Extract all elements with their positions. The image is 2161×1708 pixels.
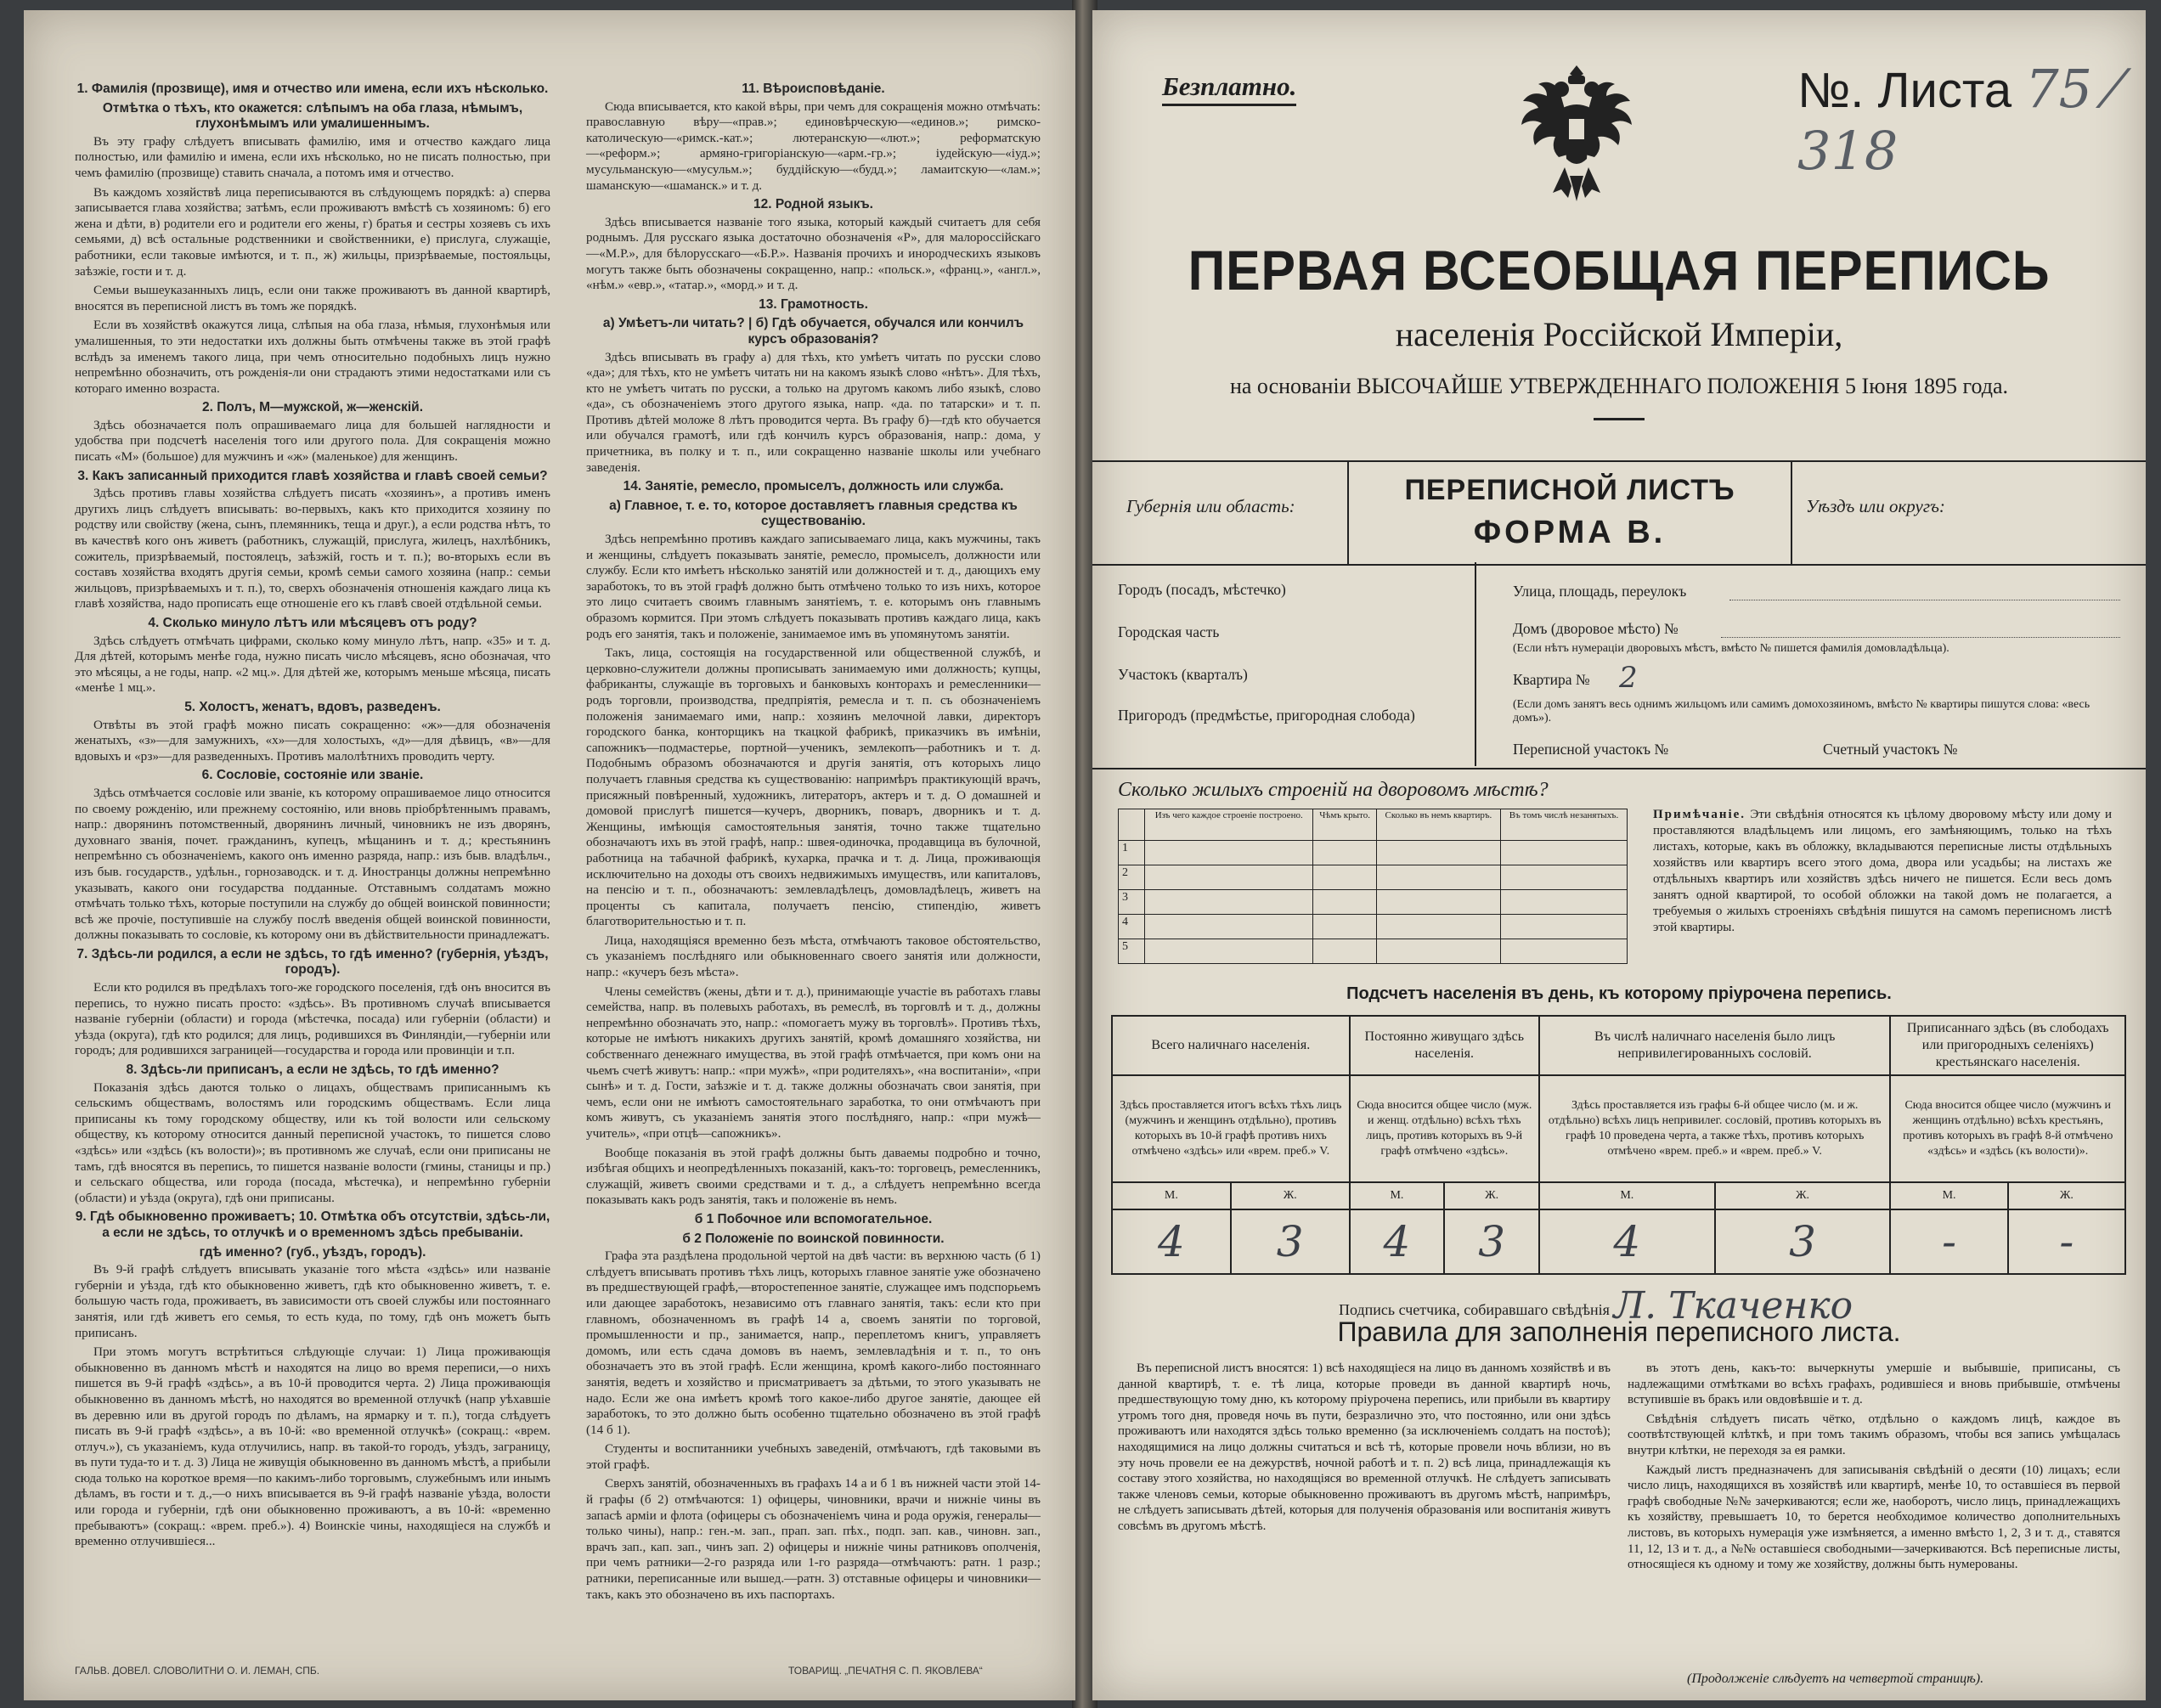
sheet-form-label: ФОРМА В. [1473,515,1667,550]
population-count-title: Подсчетъ населенія въ день, къ которому пріурочена перепись. [1346,984,1892,1003]
section-heading: 8. Здѣсь-ли приписанъ, а если не здѣсь, то гдѣ именно? [126,1063,499,1078]
buildings-cell [1376,841,1500,865]
section-heading: 7. Здѣсь-ли родился, а если не здѣсь, то гдѣ именно? (губернія, уѣздъ, городъ). [76,946,549,978]
count-value-handwritten: 3 [1715,1209,1891,1274]
count-group-description: Здѣсь проставляется изъ графы 6-й общее число (м. и ж. отдѣльно) всѣхъ лицъ непривилег. сословій, противъ которыхъ въ графѣ 10 проведена черта, а также тѣхъ, противъ которыхъ отмѣчено «врем. преб.» и «врем. преб.» V. [1539,1075,1890,1182]
left-column-1 [75,78,550,1553]
sheet-type-title: ПЕРЕПИСНОЙ ЛИСТЪ [1404,474,1735,506]
instruction-paragraph: Въ 9-й графѣ слѣдуетъ вписывать указаніе того мѣста «здѣсь» или названіе губерніи и уѣзда, гдѣ кто обыкновенно живетъ, гдѣ кто обыкновенно живетъ, т. е. большую часть года, проживаетъ, въ зависимости отъ своей службы или постояннаго занятія, или гдѣ живетъ его семья, то есть куда, по тому, гдѣ онъ можетъ быть приписанъ. [75,1262,550,1340]
census-district-label: Переписной участокъ № [1513,741,1669,758]
buildings-cell [1376,890,1500,915]
rules-paragraph: Въ переписной листъ вносятся: 1) всѣ находящіеся на лицо въ данномъ хозяйствѣ и въ данной квартирѣ, т. е. тѣ лица, которые проведи въ данной квартирѣ ночь, предшествующую тому дню, къ которому пріурочена перепись, или прибыли въ квартиру утромъ того дня, проведя ночь въ пути, безразлично это, что постоянно, или они здѣсь проживаютъ или находятся здѣсь только временно (за исключеніемъ солдатъ на постоѣ); находящимися на лицо должны считаться и всѣ тѣ, которые провели ночь вблизи, но въ эту ночь провели ее на дежурствѣ, ночной работѣ и т. п. 2) всѣ лица, принадлежащія къ составу этого хозяйства, но находящіяся во временной отлучкѣ. Не слѣдуетъ записывать также членовъ семьи, которые обыкновенно проживаютъ въ другомъ мѣстѣ, напримѣръ, не слѣдуетъ записывать дѣтей, которыя для полученія образованія или воспитанія живутъ совсѣмъ въ другомъ мѣстѣ. [1118,1361,1611,1533]
instruction-paragraph: Такъ, лица, состоящія на государственной или общественной службѣ, и церковно-служители должны прописывать занимаемую ими должность; купцы, фабриканты, служащіе въ торговыхъ и банковыхъ конторахъ и ремесленники—родъ торговли, производства, предпріятія, ремесла и т. п. съ обозначеніемъ положенія занимаемаго ими, напр.: хозяинъ мелочной лавки, директоръ городского банка, конторщикъ на ткацкой фабрикѣ, приказчикъ въ имѣніи, сапожникъ—подмастерье, портной—ученикъ, землекопъ—работникъ и т. д. Подобнымъ образомъ обозначаются и другія занятія, отъ которыхъ лицо получаетъ главныя средства къ существованію: напримѣръ практикующій врачъ, присяжный повѣренный, художникъ, литераторъ, актеръ и т. д. О домашней и домовой прислугѣ пишется—кучеръ, дворникъ, поваръ, дворникъ и т. д. Женщины, имѣющія самостоятельныя занятія, точно также тщательно обозначаютъ ихъ въ этой графѣ, напр.: швея-одиночка, продавщица въ булочной, работница на табачной фабрикѣ, кухарка, прачка и т. д. Лица, проживающія исключительно на доходы отъ своихъ недвижимыхъ имуществъ, или капиталовъ, на пенсію и т. п., обозначаютъ: землевладѣлецъ, домовладѣлецъ, живетъ на проценты съ капитала, получаетъ пенсію, стипендію, живетъ благотворительностью и т. п. [586,645,1041,929]
right-page [1092,10,2146,1700]
buildings-cell [1145,865,1313,890]
buildings-note [1653,807,2112,936]
section-heading: Отмѣтка о тѣхъ, кто окажется: слѣпымъ на оба глаза, нѣмымъ, глухонѣмымъ или умалишеннымъ. [102,100,523,132]
instruction-paragraph: Въ эту графу слѣдуетъ вписывать фамилію, имя и отчество каждаго лица полностью, или фамилію и имена, если ихъ нѣсколько, но не писать полностью, при чемъ фамилію (прозвище) ставить сначала, а потомъ имя и отчество. [75,133,550,180]
count-value-handwritten: 4 [1350,1209,1445,1274]
left-column-2 [586,78,1041,1606]
house-note: (Если нѣтъ нумераціи дворовыхъ мѣстъ, вмѣсто № пишется фамилія домовладѣльца). [1513,642,1949,655]
note-text: Эти свѣдѣнія относятся къ цѣлому дворовому мѣсту или дому и проставляются владѣльцемъ или лицомъ, его замѣняющимъ, только на тѣхъ листахъ, которые, какъ въ обложку, вкладываются переписные листы отдѣльныхъ хозяйствъ или квартиръ всего этого дома, двора или усадьбы; на листахъ же отдѣльныхъ квартиръ или хозяйствъ здѣсь ничего не пишется. Если весь домъ занятъ одной квартирой, то особой обложки на такой домъ не полагается, а требуемыя о жилыхъ строеніяхъ свѣдѣнія пишутся на самомъ переписномъ листѣ этой квартиры. [1653,808,2113,934]
note-label: Примѣчаніе. [1653,808,1746,821]
instruction-paragraph: При этомъ могутъ встрѣтиться слѣдующіе случаи: 1) Лица проживающія обыкновенно въ данномъ мѣстѣ и находятся на лицо во время переписи,—о нихъ пишется въ 9-й графѣ «здѣсь», а въ 10-й проводится черта. 2) Лица проживающія обыкновенно въ данномъ мѣстѣ, но находятся во временной отлучкѣ (напр уѣхавшіе въ деревню или въ другой городъ по дѣламъ, на ярмарку и т. п.), тогда слѣдуетъ писать въ 9-й графѣ «здѣсь», а въ 10-й: «во временной отлучкѣ» (сокращ.: «врем. отлуч.»), съ указаніемъ, куда отлучились, напр. въ такой-то городъ, уѣздъ, заграницу, въ пути туда-то и т. д. 3) Лица не живущія обыкновенно въ данномъ мѣстѣ, а прибыли сюда только на короткое время—по какимъ-либо торговымъ, служебнымъ или инымъ дѣламъ, въ гости и т. д.,—о нихъ вписывается въ 9-й графѣ названіе уѣзда, волости или города и губерніи, гдѣ они обыкновенно проживаютъ, а въ 10-й: «временно пребываютъ» (сокращ.: «врем. преб.»). 4) Воинскіе чины, находящіеся на службѣ и временно отлучившіеся... [75,1344,550,1549]
count-group-header: Всего наличнаго населенія. [1112,1016,1350,1075]
instruction-paragraph: Здѣсь вписывается названіе того языка, который каждый считаетъ для себя роднымъ. Для русскаго языка достаточно обозначенія «Р», для малороссійскаго—«М.Р.», для бѣлорусскаго—«Б.Р.». Названія прочихъ и инородческихъ языковъ могутъ также быть обозначены сокращенно, напр.: «польск.», «франц.», «англ.», «нѣм.» «евр.», «татар.», «морд.» и т. д. [586,214,1041,293]
count-value-handwritten: 3 [1231,1209,1350,1274]
buildings-column-header: Въ томъ числѣ незанятыхъ. [1500,809,1627,841]
uezd-label: Уѣздъ или округъ: [1806,496,1945,516]
section-heading: 5. Холостъ, женатъ, вдовъ, разведенъ. [184,699,441,714]
sheet-number-label: №. Листа [1797,63,2012,118]
city-part-label: Городская часть [1118,623,1220,640]
rules-column-1 [1118,1361,1611,1538]
instruction-paragraph: Въ каждомъ хозяйствѣ лица переписываются въ слѣдующемъ порядкѣ: а) сперва записывается глава хозяйства; затѣмъ, если проживаютъ вмѣстѣ съ хозяиномъ: б) его жена и дѣти, в) родители его и родители его жены, г) братья и сестры хозяевъ съ ихъ семьями, д) всѣ остальные родственники и свойственники, е) прислуга, служащіе, работники, если таковые имѣются, и т. п., ж) жильцы, призрѣваемые, постояльцы, заѣзжіе, гости и т. д. [75,184,550,279]
buildings-row-number: 1 [1119,841,1145,865]
section-heading: 13. Грамотность. [759,296,868,312]
count-value-handwritten: 4 [1112,1209,1231,1274]
street-label: Улица, площадь, переулокъ [1513,583,1687,600]
buildings-column-header: Чѣмъ крыто. [1313,809,1376,841]
buildings-table [1118,809,1628,964]
buildings-column-header: Изъ чего каждое строеніе построено. [1145,809,1313,841]
section-heading: 12. Родной языкъ. [753,197,873,212]
male-column-header: М. [1350,1182,1445,1209]
population-count-table [1111,1015,2126,1275]
instruction-paragraph: Показанія здѣсь даются только о лицахъ, обществамъ приписаннымъ къ сельскимъ обществамъ, волостямъ или городскимъ обществамъ. Если лица приписаны къ тому городскому обществу, или къ той волости или сельскому обществу, къ которому относится данный переписной участокъ, то пишется слово «здѣсь» или «здѣсь (къ волости)»; въ противномъ же случаѣ, если они приписаны не тамъ, гдѣ вносятся въ перепись, то пишется названіе волости (гмины, станицы и пр.) и сельскаго общества, или города (посада, мѣстечка), и непремѣнно губерніи (области) и уѣзда (округа), гдѣ они приписаны. [75,1079,550,1205]
count-group-description: Сюда вносится общее число (муж. и женщ. отдѣльно) всѣхъ тѣхъ лицъ, противъ которыхъ въ 9-й графѣ отмѣчено «здѣсь». [1350,1075,1539,1182]
male-column-header: М. [1890,1182,2007,1209]
flat-value: 2 [1619,661,1638,695]
city-label: Городъ (посадъ, мѣстечко) [1118,581,1286,598]
census-basis: на основаніи ВЫСОЧАЙШЕ УТВЕРЖДЕННАГО ПОЛОЖЕНІЯ 5 Іюня 1895 года. [1229,374,2009,398]
instruction-paragraph: Семьи вышеуказанныхъ лицъ, если они также проживаютъ въ данной квартирѣ, вносятся въ переписной листъ въ томъ же порядкѣ. [75,283,550,313]
count-group-header: Въ числѣ наличнаго населенія было лицъ непривилегированныхъ сословій. [1539,1016,1890,1075]
flat-label: Квартира № [1513,671,1590,688]
district-label: Участокъ (кварталъ) [1118,666,1248,683]
buildings-cell [1313,865,1376,890]
section-heading: 4. Сколько минуло лѣтъ или мѣсяцевъ отъ роду? [148,616,477,630]
signature-value: Л. Ткаченко [1613,1284,1853,1328]
buildings-cell [1145,890,1313,915]
count-group-header: Постоянно живущаго здѣсь населенія. [1350,1016,1539,1075]
sheet-number-handwritten: 75 ⁄ 318 [1797,58,2119,182]
instruction-paragraph: Здѣсь непремѣнно противъ каждаго записываемаго лица, какъ мужчины, такъ и женщины, слѣдуетъ показывать занятіе, ремесло, промыселъ, должности или службу. Если кто имѣетъ нѣсколько занятій или должностей и т. д., дающихъ ему заработокъ, то въ этой графѣ должно быть отмѣчено только то изъ нихъ, которое это лицо считаетъ своимъ главнымъ занятіемъ, т. е. которымъ онъ главнымъ образомъ кормится. При этомъ слѣдуетъ показывать противъ каждаго лица, какъ родъ его занятія, такъ и положеніе, занимаемое имъ въ упомянутомъ занятіи. [586,532,1041,641]
sheet-type-box [1347,462,1792,564]
instruction-paragraph: Если въ хозяйствѣ окажутся лица, слѣпыя на оба глаза, нѣмыя, глухонѣмыя или умалишенныя, то эти недостатки ихъ должны быть отмѣчены также въ этой графѣ вслѣдъ за именемъ такого лица, при чемъ относительно подобныхъ лицъ нужно непремѣнно обозначить, отъ рожденія-ли они страдаютъ этими недостатками или съ котораго именно возраста. [75,318,550,396]
instruction-paragraph: Здѣсь вписывать въ графу а) для тѣхъ, кто умѣетъ читать по русски слово «да»; для тѣхъ, кто не умѣетъ читать ни на какомъ языкѣ слово «нѣтъ». Для тѣхъ, кто не умѣетъ читать по русски, а только на другомъ какомъ либо языкѣ, слово «да», съ обозначеніемъ этого другого языка, напр. «да. по татарски» и т. п. Противъ дѣтей моложе 8 лѣтъ проводится черта. Въ графу б)—гдѣ кто обучается или обучался грамотѣ, или гдѣ кончилъ курсъ образованія, напр.: дома, у причетника, въ полку и т. п., или сокращенно названіе школы или учебнаго заведенія. [586,349,1041,475]
section-heading: 11. Вѣроисповѣданіе. [742,82,885,96]
instruction-paragraph: Сюда вписывается, кто какой вѣры, при чемъ для сокращенія можно отмѣчать: православную вѣру—«прав.»; единовѣрческую—«единов.»; римско-католическую—«римск.-кат.»; лютеранскую—«лют.»; реформатскую—«реформ.»; армяно-григоріанскую—«арм.-гр.»; іудейскую—«іуд.»; мусульманскую—«мусульм.»; буддійскую—«будд.»; ламаитскую—«лам.»; шаманскую—«шаманск.» и т. д. [586,99,1041,193]
section-heading: 6. Сословіе, состояніе или званіе. [201,768,424,783]
suburb-label: Пригородъ (предмѣстье, пригородная слобода) [1118,707,1415,724]
double-headed-eagle-emblem [1509,57,1645,210]
section-heading: б 2 Положеніе по воинской повинности. [682,1231,945,1246]
section-heading: 3. Какъ записанный приходится главѣ хозяйства и главѣ своей семьи? [77,468,548,483]
buildings-cell [1500,939,1627,964]
female-column-header: Ж. [1444,1182,1539,1209]
instruction-paragraph: Здѣсь противъ главы хозяйства слѣдуетъ писать «хозяинъ», а противъ именъ другихъ лицъ слѣдуетъ вписывать: во-первыхъ, какъ кто приходится хозяину по родству или свойству (жена, сынъ, племянникъ, теща и друг.), а если родства нѣтъ, то въ качествѣ кого онъ живетъ (работникъ, служащій, прислуга, жилецъ, нахлѣбникъ, сожитель, призрѣваемый, постоялецъ, заѣзжій, гость и т. п.); во-вторыхъ если въ составъ хозяйства входятъ другія семьи, кромѣ семьи самого хозяина (напр.: семьи жильцовъ, призрѣваемыхъ и т. п.), то, сверхъ обозначенія отношенія каждаго лица къ главѣ хозяйства, надо прописать еще отношеніе его къ главѣ своей отдѣльной семьи. [75,486,550,612]
buildings-row-number: 3 [1119,890,1145,915]
buildings-row [1119,841,1628,865]
buildings-cell [1500,841,1627,865]
buildings-cell [1313,915,1376,939]
count-value-handwritten: - [2008,1209,2125,1274]
address-block [1092,562,2146,766]
buildings-row [1119,865,1628,890]
female-column-header: Ж. [1231,1182,1350,1209]
section-heading: 14. Занятіе, ремесло, промыселъ, должность или служба. [623,479,1004,494]
buildings-cell [1500,865,1627,890]
section-heading: гдѣ именно? (губ., уѣздъ, городъ). [199,1244,426,1260]
address-bottom-rule [1092,768,2146,769]
section-heading: а) Главное, т. е. то, которое доставляетъ главныя средства къ существованію. [609,498,1018,529]
title-rule [1594,418,1645,420]
male-column-header: М. [1539,1182,1715,1209]
address-divider [1475,562,1476,766]
instruction-paragraph: Лица, находящіяся временно безъ мѣста, отмѣчаютъ таковое обстоятельство, съ указаніемъ послѣдняго или обыкновеннаго своего занятія или должности, напр.: «кучеръ безъ мѣста». [586,933,1041,980]
instruction-paragraph: Если кто родился въ предѣлахъ того-же городского поселенія, гдѣ онъ вносится въ перепись, то нужно писать просто: «здѣсь». Въ противномъ случаѣ вписывается названіе губерніи (области) и города (мѣстечка, посада) или губерніи (области) и уѣзда (округа), гдѣ кто родился; для лицъ, родившихся въ Финляндіи,—губерніи или городъ; для родившихся заграницей—государства и города или провинціи и т.п. [75,980,550,1058]
buildings-row [1119,915,1628,939]
rules-paragraph: Каждый листъ предназначенъ для записыванія свѣдѣній о десяти (10) лицахъ; если число лицъ, находящихся въ хозяйствѣ или квартирѣ, менѣе 10, то оставшіеся въ первой графѣ свободные №№ зачеркиваются; если же, наоборотъ, число лицъ, принадлежащихъ къ хозяйству, превышаетъ 10, то берется необходимое количество дополнительныхъ листовъ, въ которыхъ нумерація уже измѣняется, а именно вмѣсто 1, 2, 3 и т. д., ставятся 11, 12, 13 и т. д., а №№ оставшіеся свободными—зачеркиваются. Всѣ переписные листы, относящіеся къ одному и тому же хозяйству, должны быть нумерованы. [1628,1463,2120,1572]
buildings-cell [1313,939,1376,964]
buildings-cell [1313,841,1376,865]
female-column-header: Ж. [1715,1182,1891,1209]
row-number-header [1119,809,1145,841]
census-subtitle: населенія Россійской Имперіи, [1395,315,1843,353]
count-value-handwritten: - [1890,1209,2007,1274]
buildings-question: Сколько жилыхъ строеній на дворовомъ мѣстѣ? [1118,779,1549,801]
buildings-row [1119,890,1628,915]
buildings-cell [1500,890,1627,915]
printer-footer-right: ТОВАРИЩ. „ПЕЧАТНЯ С. П. ЯКОВЛЕВА“ [788,1665,983,1677]
continuation-note: (Продолженіе слѣдуетъ на четвертой страницѣ). [1687,1671,1984,1686]
count-group-header: Приписаннаго здѣсь (въ слободахъ или пригородныхъ селеніяхъ) крестьянскаго населенія. [1890,1016,2125,1075]
buildings-cell [1376,939,1500,964]
instruction-paragraph: Вообще показанія въ этой графѣ должны быть даваемы подробно и точно, избѣгая общихъ и неопредѣленныхъ показаній, какъ-то: торговецъ, ремесленникъ, служащій, живетъ своими средствами и т. д., а слѣдуетъ непремѣнно всегда показывать какъ родъ занятія, такъ и положеніе въ немъ. [586,1145,1041,1208]
counter-district-label: Счетный участокъ № [1823,741,1958,758]
count-group-description: Сюда вносится общее число (мужчинъ и женщинъ отдѣльно) всѣхъ крестьянъ, противъ которыхъ въ графѣ 8-й отмѣчено «здѣсь» и «здѣсь (къ волости)». [1890,1075,2125,1182]
section-heading: а) Умѣетъ-ли читать? | б) Гдѣ обучается, обучался или кончилъ курсъ образованія? [602,316,1024,347]
count-group-description: Здѣсь проставляется итогъ всѣхъ тѣхъ лицъ (мужчинъ и женщинъ отдѣльно), противъ которыхъ въ 10-й графѣ противъ нихъ отмѣчено «здѣсь» или «врем. преб.» V. [1112,1075,1350,1182]
instruction-paragraph: Сверхъ занятій, обозначенныхъ въ графахъ 14 а и б 1 въ нижней части этой 14-й графы (б 2) отмѣчаются: 1) офицеры, чиновники, врачи и нижніе чины въ запасѣ арміи и флота (офицеры съ обозначеніемъ чина и рода оружія, генералы—только чины), напр.: ген.-м. зап., прап. зап. пѣх., подп. зап. кав., чиновн. зап., врачъ зап., кап. зап., чинъ зап. 2) офицеры и нижніе чины ратниковъ ополченія, при чемъ ратники—2-го разряда или 1-го разряда—отмѣчаютъ: ратн. 1 разр.; ратники, переписанные или вышед.—ратн. 3) отставные офицеры и чиновники—такъ, какъ это обозначено въ ихъ паспортахъ. [586,1476,1041,1602]
section-heading: 9. Гдѣ обыкновенно проживаетъ; 10. Отмѣтка объ отсутствіи, здѣсь-ли, а если не здѣсь, то отлучкѣ и о временномъ здѣсь пребываніи. [75,1209,550,1240]
free-label: Безплатно. [1162,71,1296,106]
signature-label: Подпись счетчика, собиравшаго свѣдѣнія [1339,1301,1610,1318]
instruction-paragraph: Студенты и воспитанники учебныхъ заведеній, отмѣчаютъ, гдѣ таковыми въ этой графѣ. [586,1441,1041,1472]
buildings-cell [1376,915,1500,939]
buildings-row-number: 4 [1119,915,1145,939]
buildings-cell [1145,841,1313,865]
section-heading: б 1 Побочное или вспомогательное. [694,1211,933,1226]
form-header-box [1092,460,2146,566]
male-column-header: М. [1112,1182,1231,1209]
buildings-row-number: 2 [1119,865,1145,890]
rules-column-2 [1628,1361,2120,1576]
count-value-handwritten: 4 [1539,1209,1715,1274]
instruction-paragraph: Здѣсь слѣдуетъ отмѣчать цифрами, сколько кому минуло лѣтъ, напр. «35» и т. д. Для дѣтей, которымъ менѣе года, нужно писать число мѣсяцевъ, ясно обозначая, что это мѣсяцы, а не годы, напр. «2 мц.». Для дѣтей же, которымъ меньше мѣсяца, писать «менѣе 1 мц.». [75,633,550,696]
flat-note: (Если домъ занятъ весь однимъ жильцомъ или самимъ домохозяиномъ, вмѣсто № квартиры пишутся слова: «весь домъ»). [1513,698,2090,724]
guberniya-label: Губернія или область: [1126,496,1295,516]
buildings-cell [1313,890,1376,915]
instruction-paragraph: Отвѣты въ этой графѣ можно писать сокращенно: «ж»—для обозначенія женатыхъ, «з»—для замужнихъ, «х»—для холостыхъ, «д»—для дѣвицъ, «в»—для вдовыхъ и «рз»—для разведенныхъ. Противъ малолѣтнихъ проводить черту. [75,717,550,764]
buildings-row-number: 5 [1119,939,1145,964]
sheet-number [1797,58,2146,182]
rules-title: Правила для заполненія переписного листа. [1337,1316,1901,1347]
house-line [1721,637,2120,638]
instruction-paragraph: Графа эта раздѣлена продольной чертой на двѣ части: въ верхнюю часть (б 1) слѣдуетъ вписывать противъ тѣхъ лицъ, которыхъ главное занятіе уже обозначено въ предшествующей графѣ,—второстепенное занятіе, служащее имъ подспорьемъ или дающее заработокъ, независимо отъ главнаго занятія, такъ: если кто при главномъ, обозначенномъ въ графѣ 14 а, своемъ занятіи по торговой, промышленности и пр., занимается, напр., переплетомъ книгъ, управляетъ домомъ, или есть сдача домовъ въ наемъ, землевладѣнія и т. п., то онъ обозначаетъ это въ этой графѣ. Если женщина, кромѣ какого-либо постояннаго занятія, ведетъ и хозяйство и присматриваетъ за дѣтьми, то этого указывать не надо. Если же она имѣетъ кромѣ того какое-либо другое занятіе, дающее ей заработокъ, то это должно быть особенно тщательно обозначено въ этой графѣ (14 б 1). [586,1249,1041,1437]
section-heading: 2. Полъ, М—мужской, ж—женскій. [201,400,424,415]
house-label: Домъ (дворовое мѣсто) № [1513,620,1679,637]
census-title: ПЕРВАЯ ВСЕОБЩАЯ ПЕРЕПИСЬ [1188,239,2051,302]
buildings-row [1119,939,1628,964]
rules-paragraph: въ этотъ день, какъ-то: вычеркнуты умершіе и выбывшіе, приписаны, съ надлежащими отмѣтками во всѣхъ графахъ, родившіеся и вновь прибывшіе, отмѣчены вступившіе въ бракъ или овдовѣвшіе и т. д. [1628,1361,2120,1407]
buildings-column-header: Сколько въ немъ квартиръ. [1376,809,1500,841]
buildings-cell [1500,915,1627,939]
buildings-cell [1376,865,1500,890]
buildings-cell [1145,939,1313,964]
instruction-paragraph: Здѣсь обозначается полъ опрашиваемаго лица для большей наглядности и удобства при подсчетѣ населенія того или другого пола. Для сокращенія можно писать «М» (большое) для мужчинъ и «ж» (маленькое) для женщинъ. [75,417,550,465]
left-page [24,10,1075,1700]
printer-footer-left: ГАЛЬВ. ДОВЕЛ. СЛОВОЛИТНИ О. И. ЛЕМАН, СПБ. [75,1665,320,1677]
female-column-header: Ж. [2008,1182,2125,1209]
instruction-paragraph: Члены семействъ (жены, дѣти и т. д.), принимающіе участіе въ работахъ главы семейства, напр. въ полевыхъ работахъ, въ ремеслѣ, въ торговлѣ и т. д., должны непремѣнно обозначать это, напр.: «помогаетъ мужу въ торговлѣ». Противъ тѣхъ, которые не имѣютъ никакихъ другихъ занятій, кромѣ домашняго хозяйства, ни собственнаго денежнаго имущества, въ этой графѣ отмѣчается, при комъ они на чьемъ счетѣ живутъ: напр.: «при мужѣ», «при родителяхъ», «на воспитаніи», «при сынѣ» и т. д. Гости, заѣзжіе и т. д. также должны обозначать свои занятія, при чемъ, если они не имѣютъ самостоятельнаго заработка, то они отмѣчаютъ при комъ живутъ, съ указаніемъ занятія этого послѣдняго, напр.: «при мужѣ—учитель», «при отцѣ—сапожникъ». [586,984,1041,1141]
section-heading: 1. Фамилія (прозвище), имя и отчество или имена, если ихъ нѣсколько. [76,82,549,96]
buildings-cell [1145,915,1313,939]
rules-paragraph: Свѣдѣнія слѣдуетъ писать чётко, отдѣльно о каждомъ лицѣ, каждое въ соотвѣтствующей клѣткѣ, и при томъ такимъ образомъ, чтобы вся запись умѣщалась внутри клѣтки, не переходя за ея рамки. [1628,1412,2120,1457]
instruction-paragraph: Здѣсь отмѣчается сословіе или званіе, къ которому опрашиваемое лицо относится по своему рожденію, или прежнему состоянію, или вновь пріобрѣтеннымъ правамъ, напр.: дворянинъ потомственный, дворянинъ личный, чиновникъ не изъ дворянъ, духовнаго званія, почет. гражданинъ, купецъ, мѣщанинъ и т. д.; крестьянинъ непремѣнно съ обозначеніемъ, какого онъ именно разряда, напр.: изъ быв. владѣльч., изъ быв. государств., удѣльн., горнозаводск. и т. д. Иностранцы должны непремѣнно указывать, какого они государства подданные. Отставнымъ солдатамъ можно отмѣчать только тѣхъ, которые поступили на службу до общей воинской повинности; всѣ же прочіе, поступившіе на службу послѣ введенія общей воинской повинности, должны показывать то сословіе, къ которому они въ дѣйствительности принадлежатъ. [75,785,550,943]
count-value-handwritten: 3 [1444,1209,1539,1274]
